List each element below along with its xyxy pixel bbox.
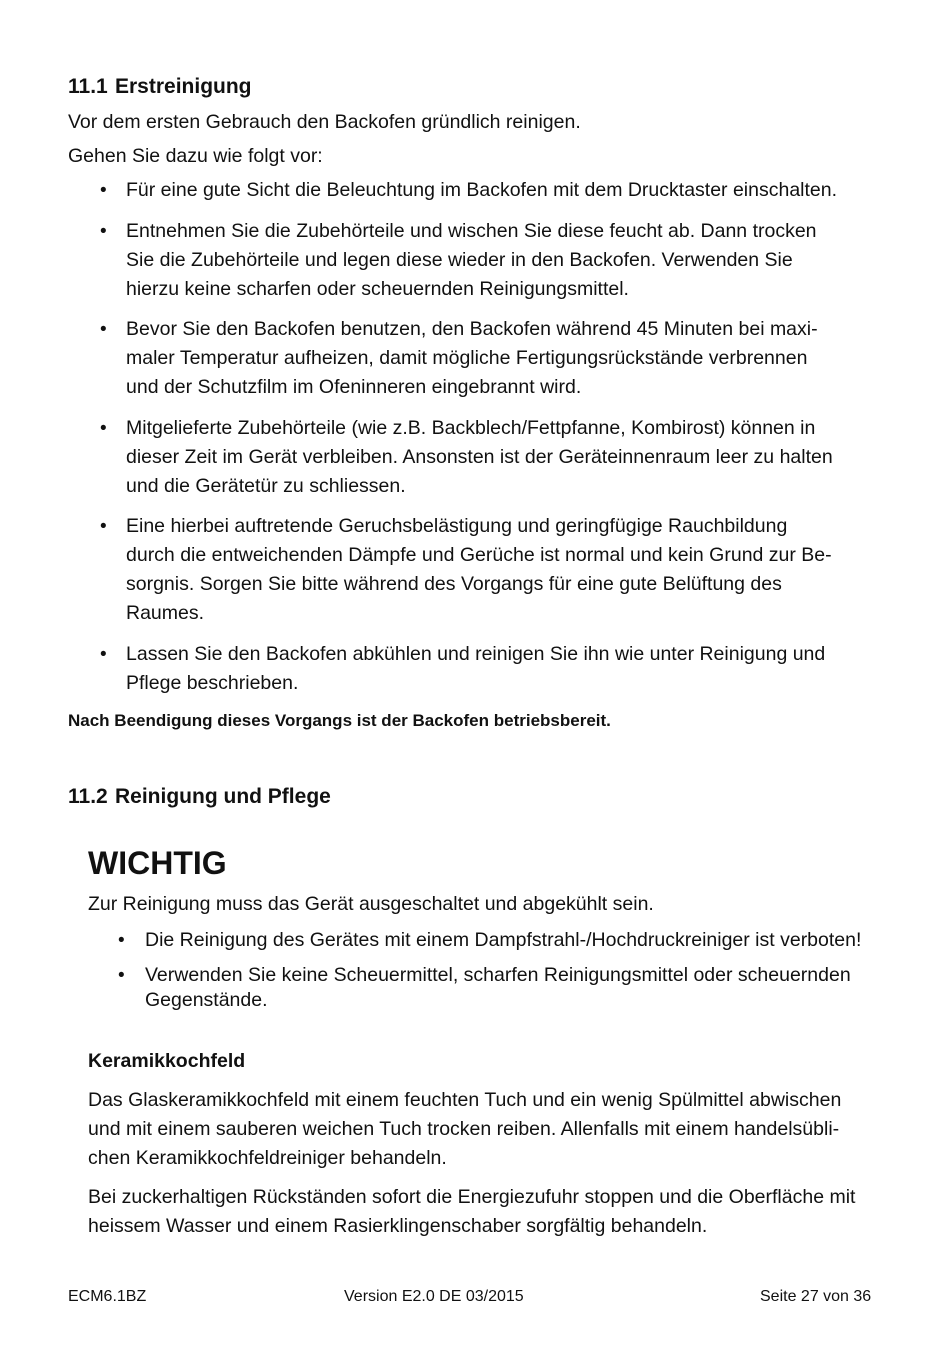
list-item: Bevor Sie den Backofen benutzen, den Backofen während 45 Minuten bei maxi- maler Temperatur aufheizen, damit mögliche Fertigungsrückstände verbrennen und der Schutzfilm im Ofeninneren eingebrannt wird. <box>126 318 818 398</box>
list-item: Mitgelieferte Zubehörteile (wie z.B. Backblech/Fettpfanne, Kombirost) können in dieser Zeit im Gerät verbleiben. Ansonsten ist der Geräteinnenraum leer zu halten und die Gerätetür zu schliessen. <box>126 417 833 497</box>
intro-instruction: Gehen Sie dazu wie folgt vor: <box>68 145 323 167</box>
bullet-icon: • <box>100 319 107 340</box>
subsection-paragraph: Bei zuckerhaltigen Rückständen sofort die Energiezufuhr stoppen und die Oberfläche mit heissem Wasser und einem Rasierklingenschaber sorgfältig behandeln. <box>88 1186 856 1237</box>
section-title: Erstreinigung <box>115 75 252 98</box>
section-number: 11.1 <box>68 75 108 98</box>
bullet-icon: • <box>100 221 107 242</box>
bullet-icon: • <box>100 418 107 439</box>
footer-version: Version E2.0 DE 03/2015 <box>344 1288 524 1305</box>
bullet-icon: • <box>118 930 125 951</box>
bullet-icon: • <box>118 965 125 986</box>
list-item: Lassen Sie den Backofen abkühlen und reinigen Sie ihn wie unter Reinigung und Pflege beschrieben. <box>126 643 826 694</box>
subsection-heading: Keramikkochfeld <box>88 1050 246 1072</box>
bullet-icon: • <box>100 180 107 201</box>
list-item: Eine hierbei auftretende Geruchsbelästigung und geringfügige Rauchbildung durch die entweichenden Dämpfe und Gerüche ist normal und kein Grund zur Be- sorgnis. Sorgen Sie bitte während des Vorgangs für eine gute Belüftung des Raumes. <box>126 515 832 624</box>
closing-note: Nach Beendigung dieses Vorgangs ist der Backofen betriebsbereit. <box>68 711 611 730</box>
section-heading-reinigung-und-pflege <box>68 784 331 810</box>
footer-page-number: Seite 27 von 36 <box>760 1288 872 1305</box>
footer-model: ECM6.1BZ <box>68 1288 147 1305</box>
bullet-icon: • <box>100 644 107 665</box>
bullet-icon: • <box>100 516 107 537</box>
section-title: Reinigung und Pflege <box>115 785 331 808</box>
list-item: Für eine gute Sicht die Beleuchtung im Backofen mit dem Drucktaster einschalten. <box>126 179 838 201</box>
subsection-paragraph: Das Glaskeramikkochfeld mit einem feuchten Tuch und ein wenig Spülmittel abwischen und mit einem sauberen weichen Tuch trocken reiben. Allenfalls mit einem handelsübli- chen Keramikkochfeldreiniger behandeln. <box>88 1089 842 1169</box>
important-text: Zur Reinigung muss das Gerät ausgeschaltet und abgekühlt sein. <box>88 893 654 915</box>
list-item: Verwenden Sie keine Scheuermittel, scharfen Reinigungsmittel oder scheuernden Gegenstände. <box>145 964 851 1011</box>
list-item: Entnehmen Sie die Zubehörteile und wischen Sie diese feucht ab. Dann trocken Sie die Zubehörteile und legen diese wieder in den Backofen. Verwenden Sie hierzu keine scharfen oder scheuernden Reinigungsmittel. <box>126 220 817 300</box>
important-heading: WICHTIG <box>88 845 227 881</box>
section-number: 11.2 <box>68 785 108 808</box>
section-heading-erstreinigung <box>68 74 252 100</box>
list-item: Die Reinigung des Gerätes mit einem Dampfstrahl-/Hochdruckreiniger ist verboten! <box>145 929 862 951</box>
intro-paragraph: Vor dem ersten Gebrauch den Backofen gründlich reinigen. <box>68 111 581 133</box>
